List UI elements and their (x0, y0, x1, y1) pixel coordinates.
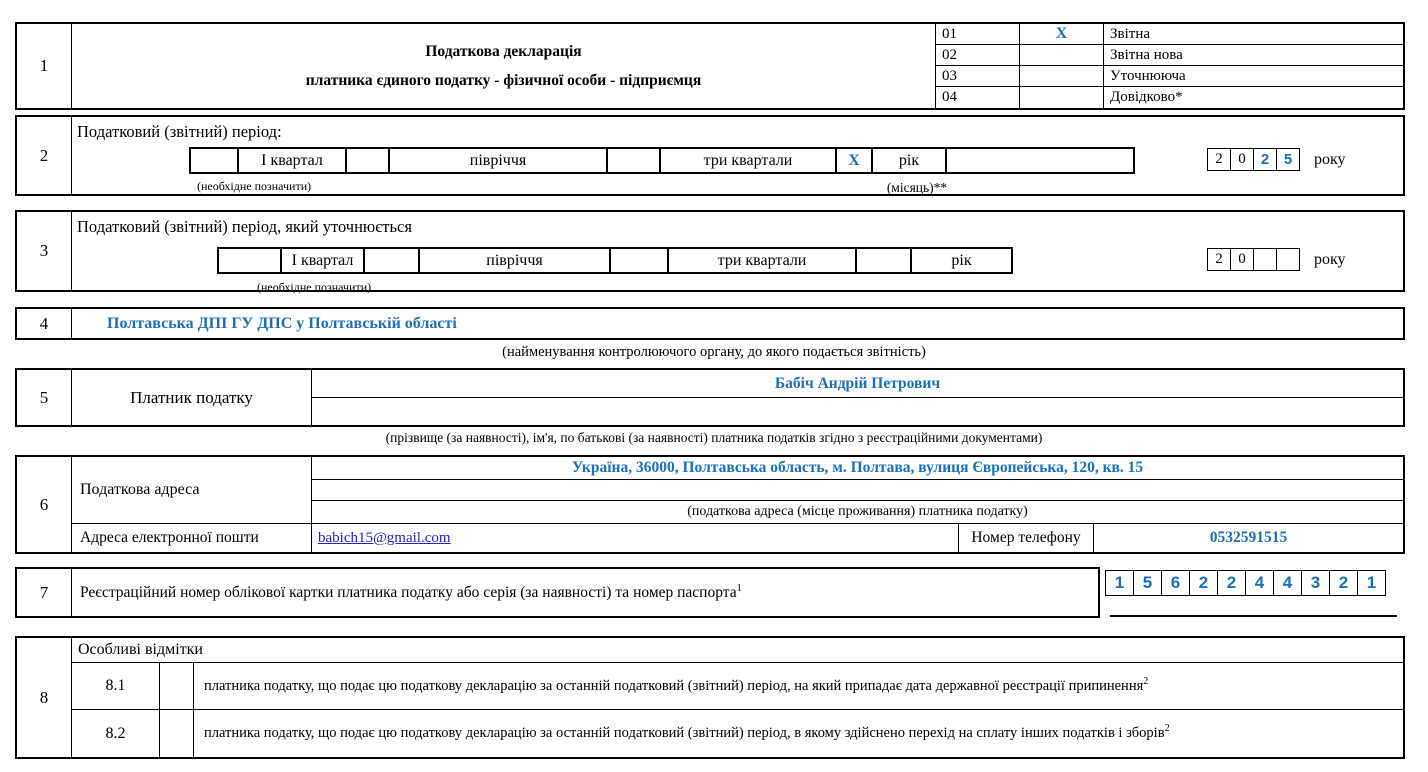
tax-id-label-text: Реєстраційний номер облікової картки платника податку або серія (за наявності) та номер паспорта (80, 583, 737, 601)
taxpayer-name-field[interactable]: Бабіч Андрій Петрович (312, 370, 1403, 398)
section-5-number: 5 (17, 370, 72, 425)
section-7-number: 7 (17, 569, 72, 616)
s2-year-digit-1[interactable]: 2 (1207, 148, 1231, 171)
s2-year-digit-4[interactable]: 5 (1276, 148, 1300, 171)
row-8-1-text-content: платника податку, що подає цю податкову декларацію за останній податковий (звітний) період, на який припадає дата державної реєстрації припинення (204, 677, 1144, 694)
s3-year-suffix: року (1314, 250, 1346, 268)
tax-id-digit-8[interactable]: 3 (1301, 570, 1330, 596)
tax-address-caption: (податкова адреса (місце проживання) платника податку) (312, 501, 1403, 524)
type-04-checkbox[interactable] (1020, 87, 1104, 108)
s3-year-digit-4[interactable] (1276, 248, 1300, 271)
email-label: Адреса електронної пошти (80, 529, 259, 546)
s2-threequarters-checkbox[interactable] (606, 147, 661, 174)
s2-month-input[interactable] (945, 147, 1135, 174)
s3-halfyear-label: півріччя (418, 247, 611, 274)
s3-year-digit-3[interactable] (1253, 248, 1277, 271)
section-1-declaration-type (15, 22, 1405, 110)
row-8-1-code: 8.1 (72, 663, 160, 709)
section-5-taxpayer (15, 368, 1405, 427)
special-mark-row-8-1 (72, 663, 1403, 710)
phone-label: Номер телефону (958, 524, 1093, 552)
s2-year-label: рік (871, 147, 947, 174)
s2-month-note: (місяць)** (886, 180, 948, 195)
s3-year-digit-2[interactable]: 0 (1230, 248, 1254, 271)
special-mark-row-8-2 (72, 710, 1403, 757)
type-03-label: Уточнююча (1104, 66, 1403, 87)
form-title (72, 24, 935, 108)
tax-address-field[interactable]: Україна, 36000, Полтавська область, м. Полтава, вулиця Європейська, 120, кв. 15 (312, 457, 1403, 480)
tax-authority-caption: (найменування контролюючого органу, до якого подається звітність) (502, 344, 926, 360)
tax-id-digit-5[interactable]: 2 (1217, 570, 1246, 596)
row-8-2-checkbox[interactable] (160, 710, 194, 757)
s2-quarter1-checkbox[interactable] (189, 147, 239, 174)
tax-authority-field[interactable]: Полтавська ДПІ ГУ ДПС у Полтавській області (107, 314, 457, 332)
tax-id-digit-6[interactable]: 4 (1245, 570, 1274, 596)
type-01-label: Звітна (1104, 24, 1403, 45)
tax-id-digit-1[interactable]: 1 (1105, 570, 1134, 596)
section-7-tax-id (15, 567, 1100, 618)
s3-year-label: рік (910, 247, 1013, 274)
section-6-left-column (72, 457, 312, 552)
tax-id-digit-7[interactable]: 4 (1273, 570, 1302, 596)
s3-year-group (1207, 248, 1346, 271)
section-2-period-row (189, 147, 1135, 174)
tax-address-label: Податкова адреса (72, 457, 311, 524)
section-2-reporting-period (15, 115, 1405, 196)
section-3-period-row (217, 247, 1013, 274)
row-8-1-footnote-mark: 2 (1143, 675, 1149, 687)
type-04-label: Довідково* (1110, 89, 1183, 105)
tax-id-digit-3[interactable]: 6 (1161, 570, 1190, 596)
s3-threequarters-label: три квартали (667, 247, 857, 274)
type-02-checkbox[interactable] (1020, 45, 1104, 66)
declaration-type-table (935, 24, 1403, 108)
row-8-2-text (194, 710, 1403, 757)
taxpayer-label: Платник податку (72, 370, 312, 425)
row-8-1-checkbox[interactable] (160, 663, 194, 709)
s2-halfyear-checkbox[interactable] (345, 147, 390, 174)
type-04-code: 04 (936, 87, 1020, 108)
section-1-number: 1 (17, 24, 72, 108)
row-8-2-footnote-mark: 2 (1164, 723, 1170, 735)
form-title-line2: платника єдиного податку - фізичної особи - підприємця (305, 72, 702, 89)
s3-quarter1-label: І квартал (280, 247, 365, 274)
row-8-2-text-content: платника податку, що подає цю податкову декларацію за останній податковий (звітний) період, в якому здійснено перехід на сплату інших податків і зборів (204, 725, 1165, 741)
section-8-special-marks (15, 636, 1405, 759)
tax-id-digit-2[interactable]: 5 (1133, 570, 1162, 596)
section-6-right-area (312, 457, 1403, 552)
s3-quarter1-checkbox[interactable] (217, 247, 282, 274)
s2-halfyear-label: півріччя (388, 147, 608, 174)
s2-quarter1-label: І квартал (237, 147, 347, 174)
section-6-number: 6 (17, 457, 72, 552)
tax-id-label (72, 569, 1098, 616)
section-6-address (15, 455, 1405, 554)
s2-year-group (1207, 148, 1346, 171)
s3-threequarters-checkbox[interactable] (609, 247, 669, 274)
type-03-checkbox[interactable] (1020, 66, 1104, 87)
form-title-line1: Податкова декларація (425, 42, 582, 60)
section-3-number: 3 (17, 212, 72, 290)
tax-id-footnote-mark: 1 (736, 582, 742, 594)
tax-id-digit-10[interactable]: 1 (1357, 570, 1386, 596)
s2-year-checkbox[interactable]: X (835, 147, 873, 174)
row-8-2-code: 8.2 (72, 710, 160, 757)
row-8-1-text (194, 663, 1403, 709)
section-2-number: 2 (17, 117, 72, 194)
s2-year-digit-2[interactable]: 0 (1230, 148, 1254, 171)
s2-threequarters-label: три квартали (659, 147, 837, 174)
tax-address-field-line2[interactable] (312, 480, 1403, 501)
email-field[interactable] (312, 524, 958, 552)
section-4-number: 4 (17, 309, 72, 338)
tax-id-digit-boxes (1105, 570, 1386, 596)
s3-mark-note: (необхідне позначити) (257, 280, 372, 294)
s3-halfyear-checkbox[interactable] (363, 247, 420, 274)
tax-id-digit-9[interactable]: 2 (1329, 570, 1358, 596)
section-8-number: 8 (17, 638, 72, 757)
type-02-label: Звітна нова (1104, 45, 1403, 66)
section-4-tax-authority (15, 307, 1405, 340)
s3-year-checkbox[interactable] (855, 247, 912, 274)
tax-id-digit-4[interactable]: 2 (1189, 570, 1218, 596)
contact-row (312, 524, 1403, 552)
type-01-checkbox[interactable]: X (1020, 24, 1104, 45)
type-03-code: 03 (936, 66, 1020, 87)
section-2-title: Податковий (звітний) період: (77, 122, 282, 141)
email-link[interactable]: babich15@gmail.com (318, 529, 451, 546)
s2-mark-note: (необхідне позначити) (197, 179, 312, 193)
taxpayer-caption: (прізвище (за наявності), ім'я, по батькові (за наявності) платника податків згідно з реєстраційними документами) (385, 430, 1043, 445)
section-8-inner (72, 638, 1403, 757)
s2-year-suffix: року (1314, 150, 1346, 168)
type-01-code: 01 (936, 24, 1020, 45)
s3-year-digit-1[interactable]: 2 (1207, 248, 1231, 271)
special-marks-header: Особливі відмітки (72, 638, 1403, 663)
section-3-clarified-period (15, 210, 1405, 292)
section-3-title: Податковий (звітний) період, який уточнюється (77, 217, 412, 236)
tax-id-underline (1110, 615, 1397, 617)
s2-year-digit-3[interactable]: 2 (1253, 148, 1277, 171)
type-02-code: 02 (936, 45, 1020, 66)
phone-field[interactable]: 0532591515 (1093, 524, 1403, 552)
